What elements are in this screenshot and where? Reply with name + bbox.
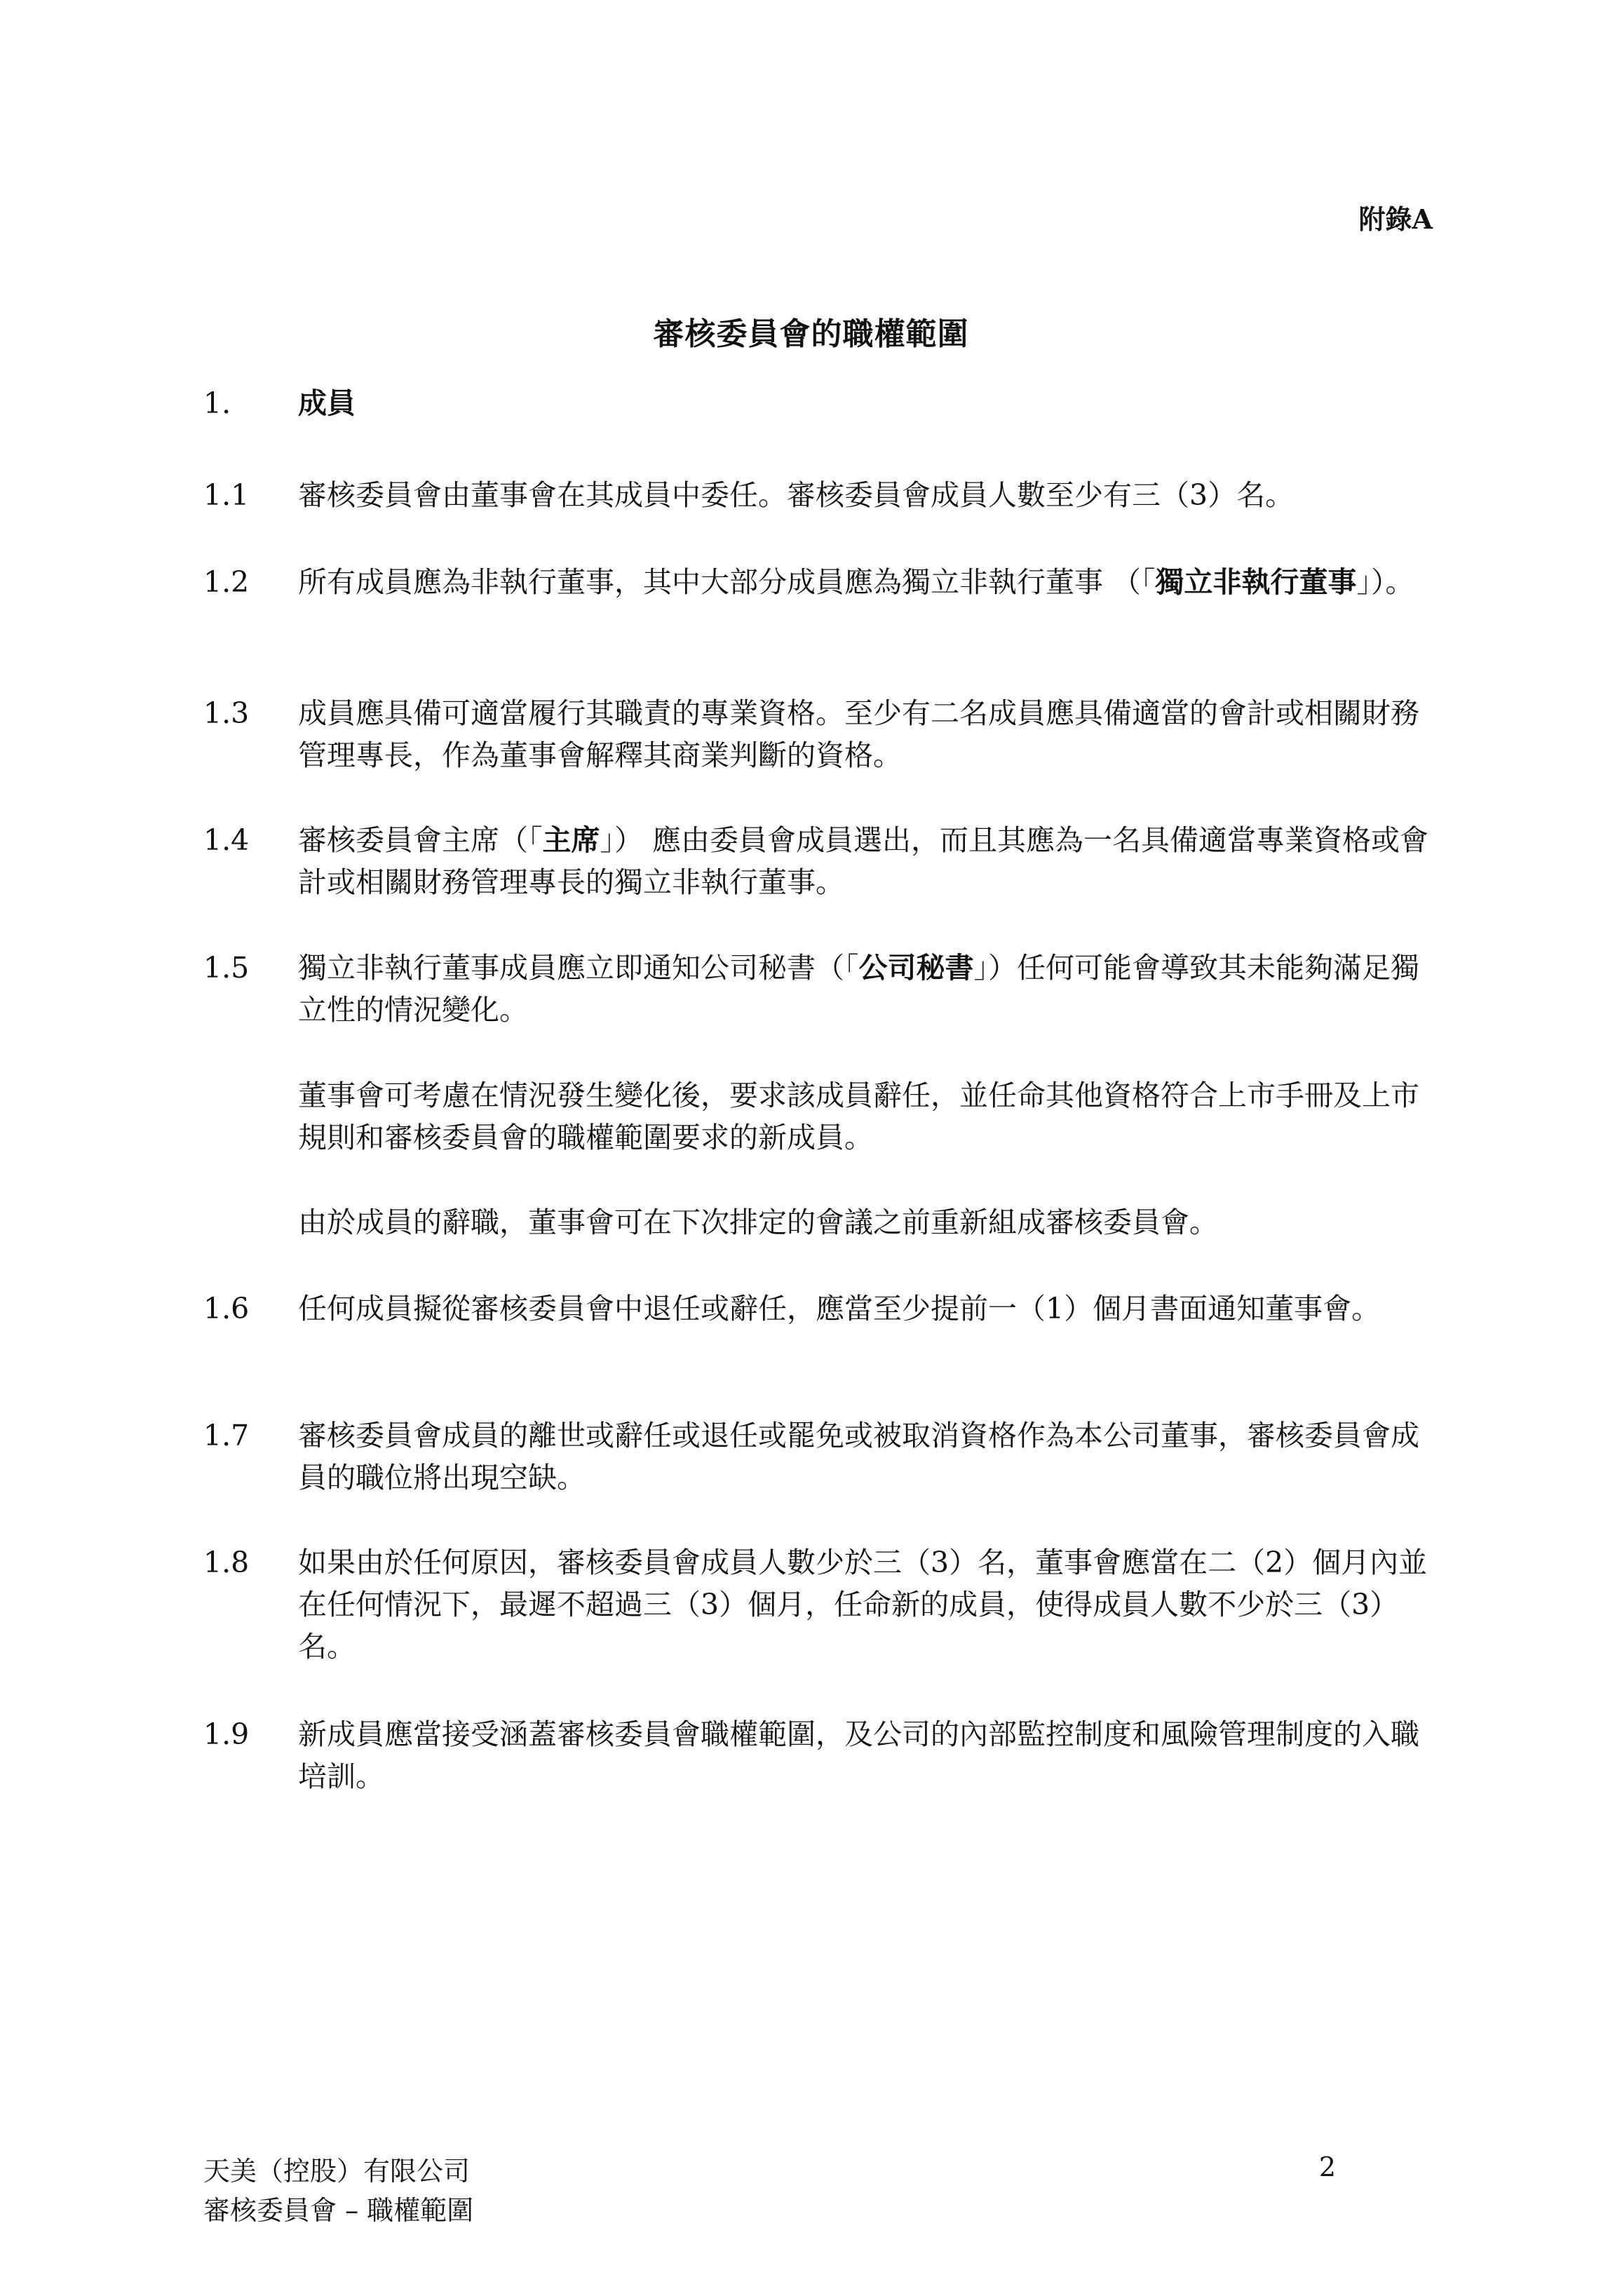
- footer-company: 天美（控股）有限公司: [203, 2156, 471, 2187]
- section-heading: [203, 382, 1434, 424]
- footer-document-name: 審核委員會 – 職權範圍: [203, 2195, 474, 2226]
- appendix-label: 附錄A: [1358, 203, 1433, 235]
- clause-number: 1.2: [203, 565, 250, 599]
- clause-number: 1.4: [203, 823, 250, 857]
- clause-1-5-paragraph-2: [203, 1074, 1434, 1159]
- clause-text-post: 」）。: [1356, 565, 1414, 599]
- footer: [203, 2152, 473, 2230]
- document-title: 審核委員會的職權範圍: [653, 316, 969, 352]
- clause-number: 1.9: [203, 1717, 250, 1751]
- clause-text-post: 」）任何可能會導致其未能夠滿足獨立性的情況變化。: [298, 951, 1419, 1027]
- clause-text: 董事會可考慮在情況發生變化後，要求該成員辭任，並任命其他資格符合上市手冊及上市規則和審核委員會的職權範圍要求的新成員。: [298, 1079, 1419, 1154]
- clause-text: 任何成員擬從審核委員會中退任或辭任，應當至少提前一（1）個月書面通知董事會。: [298, 1292, 1381, 1325]
- clause-text: 成員應具備可適當履行其職責的專業資格。至少有二名成員應具備適當的會計或相關財務管理專長，作為董事會解釋其商業判斷的資格。: [298, 696, 1419, 772]
- clause-1-1: [203, 474, 1434, 516]
- clause-text: 由於成員的辭職，董事會可在下次排定的會議之前重新組成審核委員會。: [298, 1206, 1218, 1239]
- section-number: 1.: [203, 386, 231, 420]
- clause-1-5-paragraph-3: [203, 1201, 1434, 1243]
- clause-number: 1.8: [203, 1546, 250, 1579]
- clause-number: 1.3: [203, 696, 250, 730]
- section-title: 成員: [298, 386, 356, 420]
- clause-text: [298, 819, 1434, 903]
- clause-text-pre: 審核委員會主席（「: [298, 823, 543, 857]
- clause-1-8: [203, 1541, 1434, 1668]
- clause-text-post: 」） 應由委員會成員選出，而且其應為一名具備適當專業資格或會計或相關財務管理專長的獨立非執行董事。: [298, 823, 1429, 899]
- clause-text: [298, 947, 1434, 1031]
- clause-1-5: [203, 947, 1434, 1031]
- clause-text: [298, 561, 1434, 603]
- clause-text: 審核委員會由董事會在其成員中委任。審核委員會成員人數至少有三（3）名。: [298, 478, 1295, 512]
- clause-text-pre: 獨立非執行董事成員應立即通知公司秘書（「: [298, 951, 859, 985]
- clause-1-7: [203, 1414, 1434, 1499]
- clause-number: 1.1: [203, 478, 250, 512]
- page-number: 2: [1318, 2152, 1336, 2182]
- clause-1-6: [203, 1288, 1434, 1330]
- clause-number: 1.7: [203, 1419, 250, 1452]
- clause-text: 審核委員會成員的離世或辭任或退任或罷免或被取消資格作為本公司董事，審核委員會成員的職位將出現空缺。: [298, 1419, 1419, 1494]
- clause-text: 新成員應當接受涵蓋審核委員會職權範圍，及公司的內部監控制度和風險管理制度的入職培訓。: [298, 1717, 1419, 1793]
- defined-term: 獨立非執行董事: [1155, 565, 1357, 599]
- clause-number: 1.6: [203, 1292, 250, 1325]
- clause-1-4: [203, 819, 1434, 903]
- clause-number: 1.5: [203, 951, 250, 985]
- clause-text: 如果由於任何原因，審核委員會成員人數少於三（3）名，董事會應當在二（2）個月內並在任何情況下，最遲不超過三（3）個月，任命新的成員，使得成員人數不少於三（3）名。: [298, 1546, 1428, 1663]
- clause-1-3: [203, 692, 1434, 776]
- clause-1-2: [203, 561, 1434, 603]
- clause-text-pre: 所有成員應為非執行董事，其中大部分成員應為獨立非執行董事 （「: [298, 565, 1156, 599]
- clause-1-9: [203, 1713, 1434, 1797]
- defined-term: 主席: [542, 823, 600, 857]
- defined-term: 公司秘書: [858, 951, 974, 985]
